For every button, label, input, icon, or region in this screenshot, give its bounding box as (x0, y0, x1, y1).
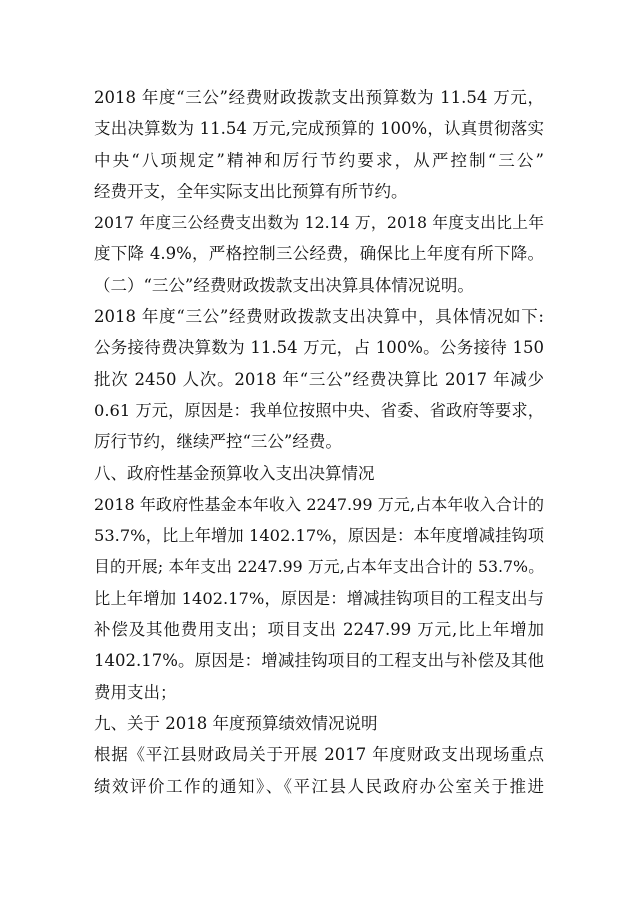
text-line: 中央“八项规定”精神和厉行节约要求，从严控制“三公” (94, 150, 544, 170)
text-line: 支出决算数为 11.54 万元,完成预算的 100%，认真贯彻落实 (94, 119, 544, 139)
text-line: 补偿及其他费用支出；项目支出 2247.99 万元,比上年增加 (94, 620, 544, 640)
text-line: （二）“三公”经费财政拨款支出决算具体情况说明。 (94, 275, 474, 295)
text-line: 批次 2450 人次。2018 年“三公”经费决算比 2017 年减少 (94, 369, 544, 389)
text-line: 公务接待费决算数为 11.54 万元，占 100%。公务接待 150 (94, 338, 544, 358)
text-line: 根据《平江县财政局关于开展 2017 年度财政支出现场重点 (94, 745, 544, 765)
document-body (94, 82, 544, 802)
text-line: 厉行节约，继续严控“三公”经费。 (94, 432, 342, 452)
text-line: 目的开展; 本年支出 2247.99 万元,占本年支出合计的 53.7%。 (94, 557, 544, 577)
text-line: 九、关于 2018 年度预算绩效情况说明 (94, 713, 378, 733)
text-line: 2018 年度“三公”经费财政拨款支出决算中，具体情况如下: (94, 307, 544, 327)
text-line: 绩效评价工作的通知》、《平江县人民政府办公室关于推进 (94, 776, 544, 796)
text-line: 经费开支，全年实际支出比预算有所节约。 (94, 181, 408, 201)
text-line: 53.7%，比上年增加 1402.17%，原因是：本年度增减挂钩项 (94, 526, 544, 546)
text-line: 2018 年政府性基金本年收入 2247.99 万元,占本年收入合计的 (94, 494, 544, 514)
text-line: 费用支出； (94, 682, 177, 702)
text-line: 2017 年度三公经费支出数为 12.14 万，2018 年度支出比上年 (94, 213, 544, 233)
text-line: 度下降 4.9%，严格控制三公经费，确保比上年度有所下降。 (94, 244, 544, 264)
text-line: 八、政府性基金预算收入支出决算情况 (94, 463, 375, 483)
text-line: 1402.17%。原因是：增减挂钩项目的工程支出与补偿及其他 (94, 651, 544, 671)
text-line: 0.61 万元，原因是：我单位按照中央、省委、省政府等要求， (94, 400, 544, 420)
text-line: 2018 年度“三公”经费财政拨款支出预算数为 11.54 万元， (94, 88, 544, 107)
text-line: 比上年增加 1402.17%，原因是：增减挂钩项目的工程支出与 (94, 588, 544, 608)
